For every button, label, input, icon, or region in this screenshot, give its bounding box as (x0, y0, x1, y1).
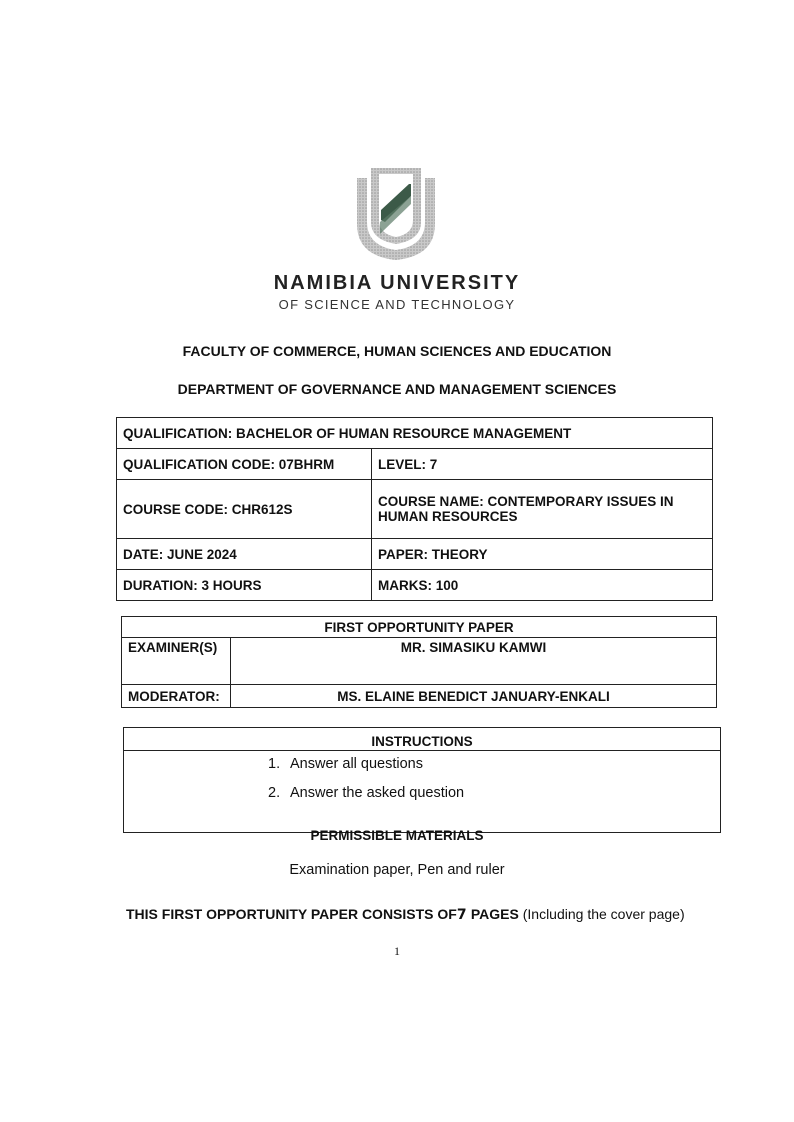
permissible-materials-text: Examination paper, Pen and ruler (289, 862, 505, 878)
qualification-cell: QUALIFICATION: BACHELOR OF HUMAN RESOURCE MANAGEMENT (117, 418, 713, 449)
instructions-divider (124, 750, 720, 751)
instruction-text: Answer all questions (290, 756, 423, 772)
university-name: NAMIBIA UNIVERSITY (273, 272, 521, 294)
paper-cell: PAPER: THEORY (372, 539, 713, 570)
course-name-cell: COURSE NAME: CONTEMPORARY ISSUES IN HUMAN RESOURCES (372, 480, 713, 539)
instruction-number: 2. (268, 785, 281, 801)
date-cell: DATE: JUNE 2024 (117, 539, 372, 570)
duration-cell: DURATION: 3 HOURS (117, 570, 372, 601)
examiners-table (121, 616, 717, 708)
examiner-value: MR. SIMASIKU KAMWI (231, 638, 717, 685)
instructions-heading: INSTRUCTIONS (371, 734, 473, 749)
qualification-code-cell: QUALIFICATION CODE: 07BHRM (117, 449, 372, 480)
page-count-statement (126, 906, 726, 923)
instruction-number: 1. (268, 756, 281, 772)
department-heading: DEPARTMENT OF GOVERNANCE AND MANAGEMENT SCIENCES (177, 381, 617, 397)
page-count-suffix: (Including the cover page) (518, 906, 685, 922)
instructions-list (268, 755, 464, 813)
course-code-cell: COURSE CODE: CHR612S (117, 480, 372, 539)
moderator-label: MODERATOR: (122, 685, 231, 708)
opportunity-heading: FIRST OPPORTUNITY PAPER (122, 617, 717, 638)
marks-cell: MARKS: 100 (372, 570, 713, 601)
level-cell: LEVEL: 7 (372, 449, 713, 480)
pages-word: PAGES (470, 906, 519, 922)
handwritten-page-count: 7 (456, 907, 467, 923)
university-subtitle: OF SCIENCE AND TECHNOLOGY (278, 297, 516, 312)
page-count-prefix: THIS FIRST OPPORTUNITY PAPER CONSISTS OF (126, 906, 457, 922)
moderator-value: MS. ELAINE BENEDICT JANUARY-ENKALI (231, 685, 717, 708)
course-info-table (116, 417, 713, 601)
page-number: 1 (394, 944, 400, 958)
examiner-label: EXAMINER(S) (122, 638, 231, 685)
list-item (268, 784, 464, 813)
university-logo-icon (353, 162, 439, 262)
list-item (268, 755, 464, 784)
permissible-materials-heading: PERMISSIBLE MATERIALS (310, 828, 484, 843)
faculty-heading: FACULTY OF COMMERCE, HUMAN SCIENCES AND EDUCATION (182, 343, 612, 359)
instruction-text: Answer the asked question (290, 785, 465, 801)
